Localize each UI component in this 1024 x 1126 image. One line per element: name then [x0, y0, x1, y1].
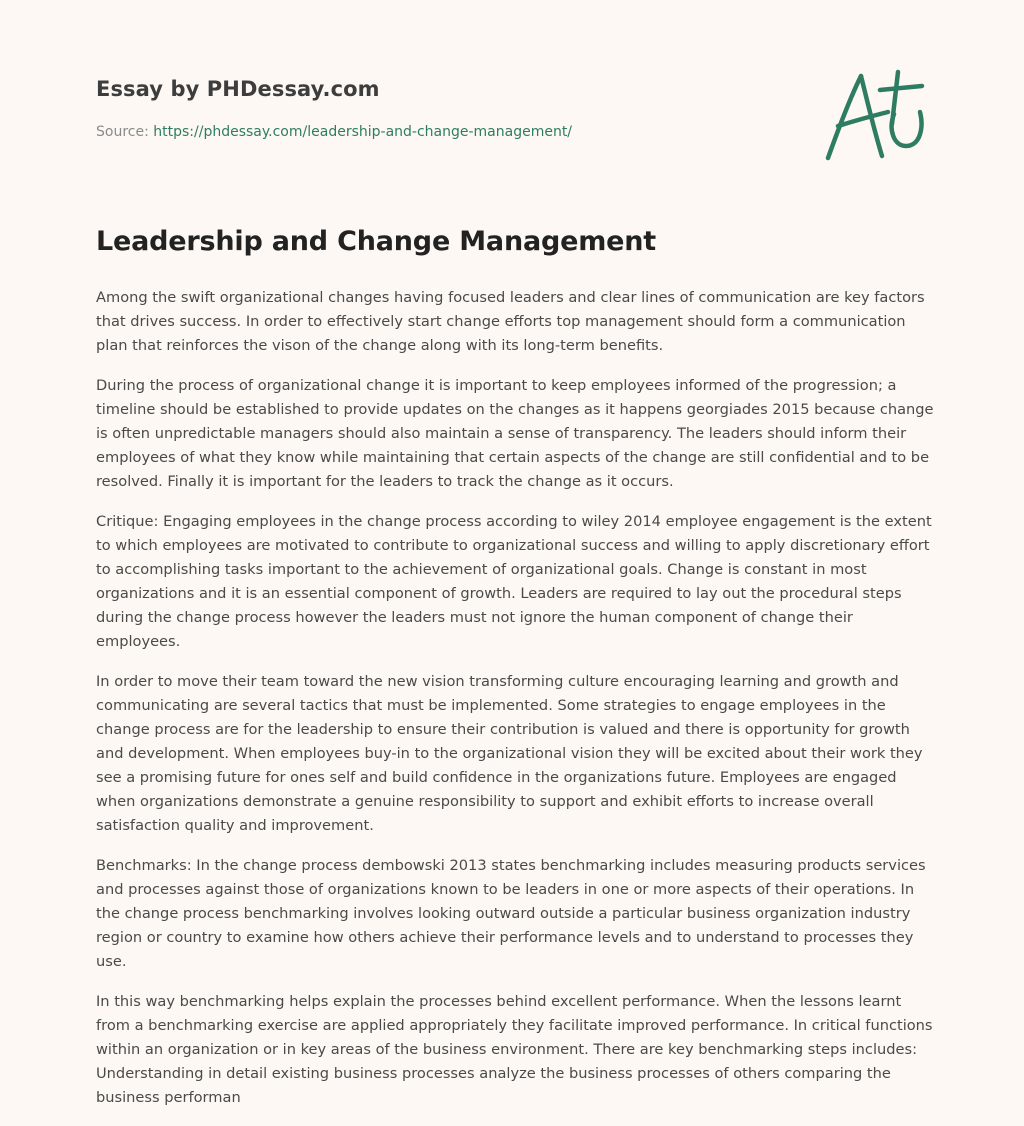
essay-paragraph: During the process of organizational change it is important to keep employees informed of the progression; a timeline should be established to provide updates on the changes as it happens georgiades 2015 because change is often unpredictable managers should also maintain a sense of transparency. The leaders should inform their employees of what they know while maintaining that certain aspects of the change are still confidential and to be resolved. Finally it is important for the leaders to track the change as it occurs.	[96, 377, 934, 490]
site-brand: Essay by PHDessay.com	[96, 77, 380, 101]
essay-paragraph: Benchmarks: In the change process dembowski 2013 states benchmarking includes measuring products services and processes against those of organizations known to be leaders in one or more aspects of their operations. In the change process benchmarking involves looking outward outside a particular business organization industry region or country to examine how others achieve their performance levels and to understand to processes they use.	[96, 857, 926, 970]
source-link[interactable]: https://phdessay.com/leadership-and-change-management/	[153, 124, 573, 140]
page-header	[96, 0, 928, 200]
essay-title: Leadership and Change Management	[96, 226, 656, 257]
essay-body	[96, 286, 936, 1126]
essay-paragraph: Critique: Engaging employees in the change process according to wiley 2014 employee engagement is the extent to which employees are motivated to contribute to organizational success and willing to apply discretionary effort to accomplishing tasks important to the achievement of organizational goals. Change is constant in most organizations and it is an essential component of growth. Leaders are required to lay out the procedural steps during the change process however the leaders must not ignore the human component of change their employees.	[96, 513, 932, 650]
essay-paragraph: In order to move their team toward the new vision transforming culture encouraging learning and growth and communicating are several tactics that must be implemented. Some strategies to engage employees in the change process are for the leadership to ensure their contribution is valued and there is opportunity for growth and development. When employees buy-in to the organizational vision they will be excited about their work they see a promising future for ones self and build confidence in the organizations future. Employees are engaged when organizations demonstrate a genuine responsibility to support and exhibit efforts to increase overall satisfaction quality and improvement.	[96, 673, 923, 834]
essay-paragraph: In this way benchmarking helps explain the processes behind excellent performance. When the lessons learnt from a benchmarking exercise are applied appropriately they facilitate improved performance. In critical functions within an organization or in key areas of the business environment. There are key benchmarking steps includes: Understanding in detail existing business processes analyze the business processes of others comparing the business performan	[96, 993, 933, 1106]
a-plus-logo-icon	[824, 68, 928, 164]
source-line	[96, 124, 572, 140]
source-label: Source:	[96, 124, 149, 140]
essay-paragraph: Among the swift organizational changes having focused leaders and clear lines of communication are key factors that drives success. In order to effectively start change efforts top management should form a communication plan that reinforces the vison of the change along with its long-term benefits.	[96, 289, 925, 354]
